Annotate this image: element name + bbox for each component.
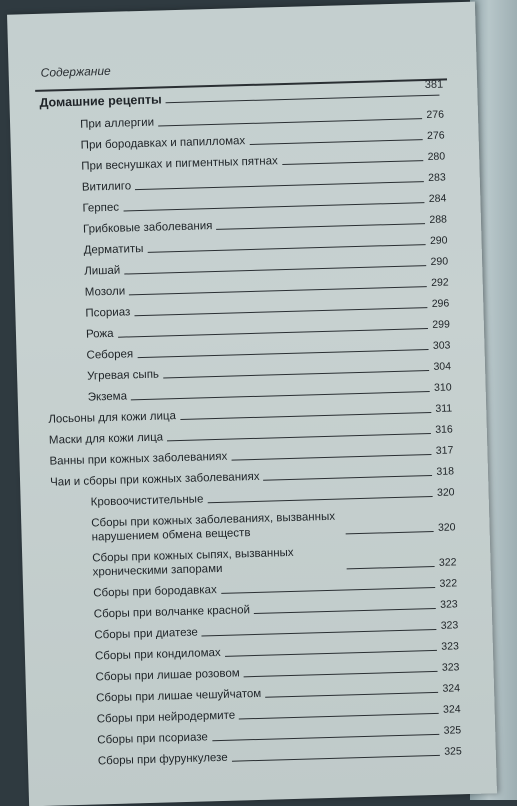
toc-entry-title: Домашние рецепты [39, 92, 162, 110]
toc-entry-page: 311 [435, 402, 453, 415]
toc-entry-page: 310 [433, 381, 452, 394]
toc-entry-page: 324 [442, 682, 461, 695]
toc-entry-title: При аллергии [79, 116, 155, 131]
toc-entry [43, 212, 447, 237]
toc-entry-title: Сборы при псориазе [97, 731, 208, 747]
toc-entry-page: 316 [435, 423, 453, 436]
toc-entry-page: 320 [436, 486, 455, 499]
toc-entry [42, 191, 446, 216]
toc-entry-page: 323 [441, 661, 460, 674]
toc-leader-line [346, 531, 434, 534]
toc-entry-title: Сборы при кондиломах [94, 646, 221, 663]
toc-leader-line [264, 475, 433, 481]
toc-entry-page: 325 [443, 724, 462, 737]
toc-entry-page: 290 [429, 234, 448, 247]
toc-entry [44, 254, 448, 279]
toc-leader-line [124, 265, 426, 274]
book-page [7, 2, 497, 806]
toc-entry [45, 296, 449, 321]
toc-entry-page: 280 [427, 150, 446, 163]
toc-leader-line [123, 202, 425, 211]
toc-leader-line [239, 713, 439, 720]
toc-entry [42, 171, 446, 196]
toc-entry-page: 303 [432, 339, 451, 352]
toc-entry [57, 723, 461, 748]
toc-entry-page: 317 [435, 444, 454, 457]
toc-entry-title: При бородавках и папилломах [80, 135, 246, 152]
toc-entry [58, 744, 462, 769]
toc-entry-title: Псориаз [85, 306, 131, 320]
toc-entry-title: Себорея [86, 348, 134, 362]
toc-entry-page: 320 [437, 521, 456, 534]
toc-entry-title: Сборы при нейродермите [96, 709, 236, 726]
toc-entry [54, 597, 458, 622]
toc-leader-line [232, 755, 441, 762]
toc-entry [55, 639, 459, 664]
toc-leader-line [225, 650, 438, 657]
toc-entry [41, 129, 445, 154]
toc-entry [40, 108, 444, 133]
toc-leader-line [137, 349, 429, 358]
toc-entry [45, 275, 449, 300]
toc-entry-title: Лишай [84, 264, 121, 278]
toc-entry [55, 660, 459, 685]
toc-entry-title: Ванны при кожных заболеваниях [49, 450, 228, 468]
toc-entry-page: 322 [439, 577, 458, 590]
toc-entry-title: Сборы при диатезе [94, 626, 199, 642]
toc-entry-title: Сборы при фурункулезе [97, 751, 228, 768]
toc-entry-page: 324 [442, 703, 461, 716]
toc-leader-line [282, 160, 424, 165]
header-title: Содержание [40, 63, 111, 80]
toc-entry [54, 618, 458, 643]
toc-entry [49, 443, 453, 468]
toc-entry-page: 323 [441, 640, 460, 653]
toc-leader-line [166, 95, 440, 104]
toc-entry-title: Витилиго [81, 180, 132, 194]
toc-leader-line [118, 328, 429, 338]
table-of-contents [39, 85, 462, 777]
toc-leader-line [167, 433, 431, 441]
toc-entry-title: Грибковые заболевания [82, 220, 213, 236]
toc-leader-line [131, 391, 430, 400]
toc-entry-title: Сборы при волчанке красной [93, 604, 251, 621]
toc-leader-line [221, 587, 436, 594]
toc-leader-line [163, 370, 430, 378]
toc-entry-page: 288 [429, 213, 448, 226]
toc-entry [47, 359, 451, 384]
toc-entry-title: Сборы при кожных сыпях, вызванных хроническими запорами [92, 546, 294, 579]
toc-entry [46, 338, 450, 363]
toc-entry [51, 485, 455, 510]
toc-entry-page: 323 [440, 619, 459, 632]
toc-entry [56, 681, 460, 706]
toc-entry-page: 318 [436, 465, 455, 478]
toc-entry [52, 541, 457, 580]
toc-leader-line [129, 286, 427, 295]
toc-leader-line [158, 118, 422, 126]
toc-leader-line [207, 496, 433, 503]
toc-entry-title: При веснушках и пигментных пятнах [81, 155, 278, 173]
toc-entry-page: 283 [428, 171, 446, 184]
toc-leader-line [212, 734, 440, 741]
toc-leader-line [135, 181, 424, 190]
toc-entry-title: Лосьоны для кожи лица [48, 410, 177, 426]
toc-entry-page: 284 [428, 192, 447, 205]
toc-leader-line [347, 566, 435, 569]
toc-entry-page: 304 [433, 360, 452, 373]
toc-entry-title: Кровоочистительные [90, 493, 204, 509]
toc-entry-title: Дерматиты [83, 242, 144, 257]
toc-entry-page: 276 [426, 129, 445, 143]
toc-entry-title: Маски для кожи лица [48, 431, 164, 447]
toc-entry-page: 322 [438, 556, 457, 569]
toc-leader-line [244, 671, 438, 677]
toc-leader-line [249, 139, 423, 145]
toc-entry-title: Сборы при бородавках [93, 584, 217, 600]
toc-leader-line [254, 608, 436, 614]
toc-entry-page: 323 [439, 598, 458, 611]
toc-entry [41, 150, 445, 175]
toc-entry-title: Сборы при лишае розовом [95, 667, 240, 684]
toc-leader-line [265, 692, 438, 698]
toc-entry-title: Рожа [85, 327, 114, 341]
toc-entry-title: Чаи и сборы при кожных заболеваниях [49, 470, 260, 489]
toc-entry-title: Мозоли [84, 285, 126, 299]
toc-entry-title: Сборы при кожных заболеваниях, вызванных нарушением обмена веществ [91, 510, 336, 544]
toc-entry [53, 576, 457, 601]
toc-leader-line [180, 412, 432, 420]
toc-entry [43, 233, 447, 258]
toc-entry-title: Герпес [82, 201, 120, 215]
toc-entry-title: Экзема [87, 390, 128, 404]
toc-entry-title: Сборы при лишае чешуйчатом [95, 687, 262, 705]
toc-entry [57, 702, 461, 727]
toc-entry-page: 292 [430, 276, 449, 289]
toc-entry-page: 276 [426, 108, 445, 122]
toc-entry-page: 299 [432, 318, 451, 331]
toc-leader-line [217, 223, 426, 230]
toc-entry [48, 401, 452, 426]
toc-entry [46, 317, 450, 342]
toc-entry-title: Угревая сыпь [87, 368, 160, 383]
toc-entry-page: 290 [430, 255, 449, 268]
toc-entry [50, 464, 454, 489]
toc-entry [49, 422, 453, 447]
header-page-number: 381 [424, 78, 444, 92]
toc-entry [51, 506, 456, 545]
toc-entry-page: 325 [444, 745, 462, 758]
toc-leader-line [148, 244, 427, 253]
toc-entry-page: 296 [431, 297, 450, 310]
toc-leader-line [202, 629, 437, 637]
toc-leader-line [134, 307, 427, 316]
toc-entry [48, 380, 452, 405]
toc-leader-line [231, 454, 432, 461]
